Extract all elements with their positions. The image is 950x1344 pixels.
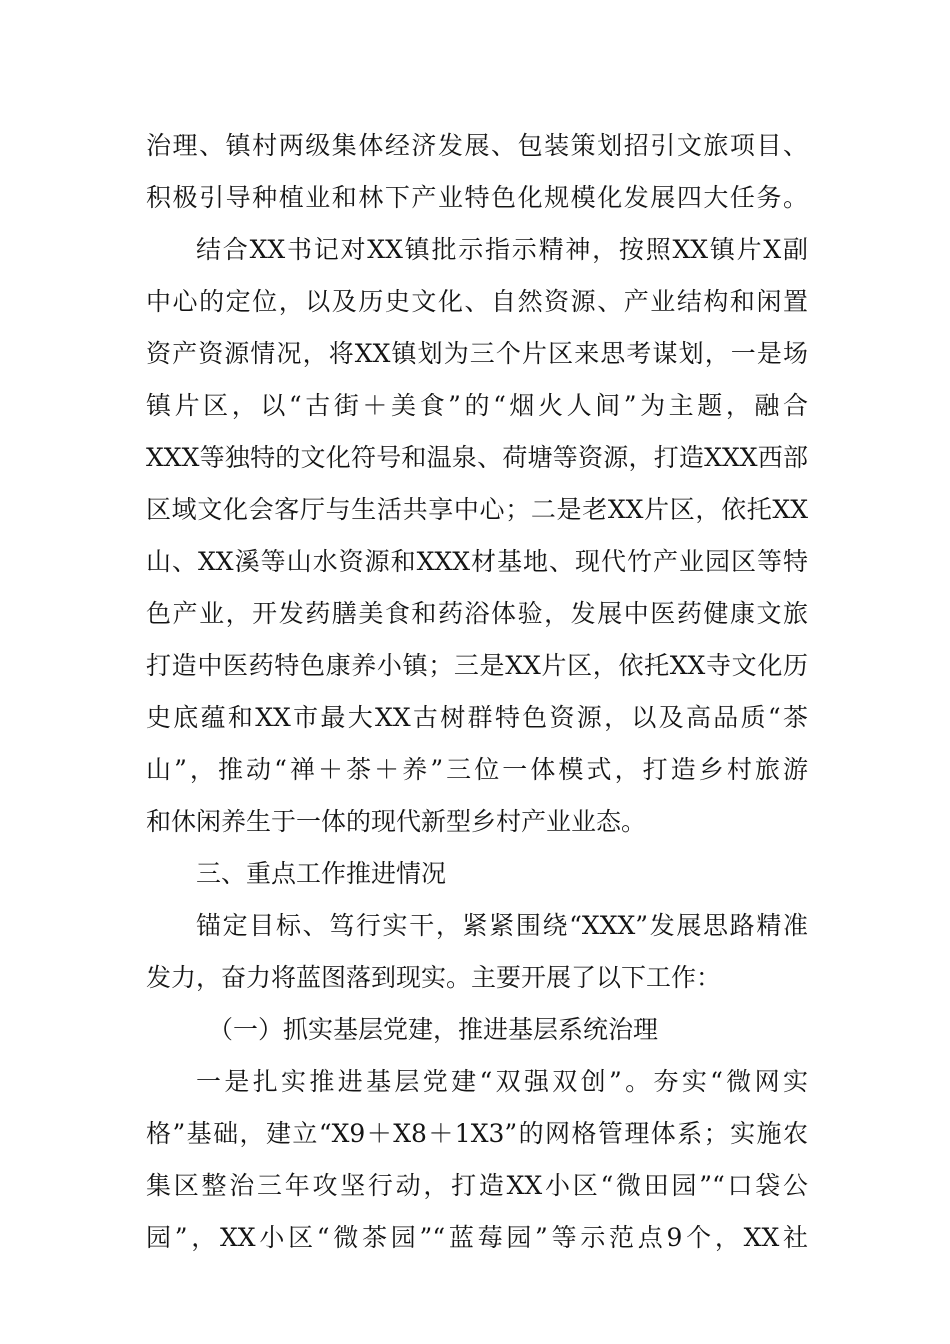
- text-line: 格”基础，建立“X9＋X8＋1X3”的网格管理体系；实施农: [146, 1119, 808, 1148]
- text-line: 发力，奋力将蓝图落到现实。主要开展了以下工作：: [146, 963, 722, 992]
- text-line: 集区整治三年攻坚行动，打造XX小区“微田园”“口袋公: [146, 1171, 808, 1200]
- text-line: 史底蕴和XX市最大XX古树群特色资源，以及高品质“茶: [146, 703, 808, 732]
- text-line: 打造中医药特色康养小镇；三是XX片区，依托XX寺文化历: [146, 651, 808, 680]
- text-line: 锚定目标、笃行实干，紧紧围绕“XXX”发展思路精准: [196, 911, 808, 940]
- text-line: 积极引导种植业和林下产业特色化规模化发展四大任务。: [146, 183, 808, 212]
- text-line: 中心的定位，以及历史文化、自然资源、产业结构和闲置: [146, 287, 808, 316]
- text-line: XXX等独特的文化符号和温泉、荷塘等资源，打造XXX西部: [146, 443, 808, 472]
- text-line: 山、XX溪等山水资源和XXX材基地、现代竹产业园区等特: [146, 547, 808, 576]
- text-line: 和休闲养生于一体的现代新型乡村产业业态。: [146, 807, 647, 836]
- section-heading: 三、重点工作推进情况: [196, 859, 447, 888]
- text-line: 一是扎实推进基层党建“双强双创”。夯实“微网实: [196, 1067, 808, 1096]
- text-line: 色产业，开发药膳美食和药浴体验，发展中医药健康文旅: [146, 599, 808, 628]
- text-line: 资产资源情况，将XX镇划为三个片区来思考谋划，一是场: [146, 339, 808, 368]
- text-line: 区域文化会客厅与生活共享中心；二是老XX片区，依托XX: [146, 495, 808, 524]
- text-line: 镇片区，以“古街＋美食”的“烟火人间”为主题，融合: [146, 391, 808, 420]
- subsection-heading: （一）抓实基层党建，推进基层系统治理: [208, 1015, 659, 1044]
- text-line: 园”，XX小区“微茶园”“蓝莓园”等示范点9个，XX社: [146, 1223, 808, 1252]
- text-line: 治理、镇村两级集体经济发展、包装策划招引文旅项目、: [146, 131, 808, 160]
- text-line: 结合XX书记对XX镇批示指示精神，按照XX镇片X副: [196, 235, 808, 264]
- text-line: 山”，推动“禅＋茶＋养”三位一体模式，打造乡村旅游: [146, 755, 808, 784]
